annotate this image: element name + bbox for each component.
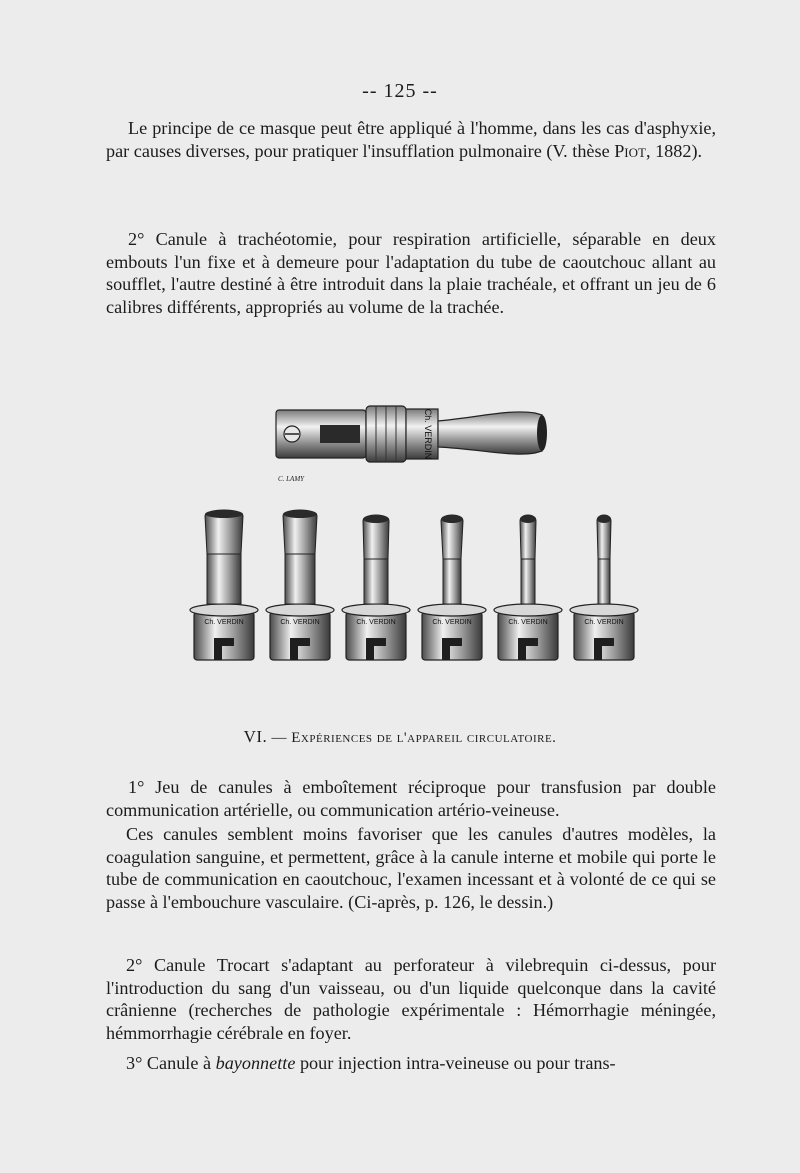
canula-maker-label: Ch. VERDIN <box>432 619 472 626</box>
page-number: -- 125 -- <box>362 80 438 102</box>
canula-set <box>190 510 638 660</box>
paragraph-text: Le principe de ce masque peut être appliqué à l'homme, dans les cas d'asphyxie, par causes diverses, pour pratiquer l'insufflation pulmonaire (V. thèse <box>106 118 716 161</box>
paragraph-mask-principle <box>106 117 716 162</box>
canula-calibre <box>570 515 638 660</box>
paragraph-transfusion-canulas: 1° Jeu de canules à emboîtement réciproque pour transfusion par double communication artérielle, ou communication artério-veineuse. <box>106 777 716 820</box>
canula-maker-label: Ch. VERDIN <box>584 619 624 626</box>
paragraph-bayonet-canula <box>106 1052 716 1075</box>
canula-maker-label: Ch. VERDIN <box>356 619 396 626</box>
engraver-signature: C. LAMY <box>278 475 305 483</box>
section-dash: — <box>271 730 288 746</box>
canula-engraving <box>180 395 640 675</box>
paragraph-text: 3° Canule à <box>126 1053 216 1073</box>
italic-term: bayonnette <box>215 1053 296 1073</box>
paragraph-tracheotomy-canula: 2° Canule à trachéotomie, pour respiration artificielle, séparable en deux embouts l'un fixe et à demeure pour l'adaptation du tube de caoutchouc allant au soufflet, l'autre destiné à être introduit dans la plaie trachéale, et offrant un jeu de 6 calibres différents, appropriés au volume de la trachée. <box>106 229 716 317</box>
assembled-canula <box>276 406 547 483</box>
paragraph-trocar-canula: 2° Canule Trocart s'adaptant au perforateur à vilebrequin ci-dessus, pour l'introduction du sang d'un vaisseau, ou d'un liquide quelconque dans la cavité crânienne (recherches de pathologie expérimentale : Hémorrhagie méningée, hémmorrhagie cérébrale en foyer. <box>106 955 716 1043</box>
author-name: Piot <box>614 140 646 161</box>
canula-calibre <box>494 515 562 660</box>
tracheotomy-canula-figure <box>180 395 640 675</box>
paragraph-canula-advantages: Ces canules semblent moins favoriser que les canules d'autres modèles, la coagulation sanguine, et permettent, grâce à la canule interne et mobile qui porte le tube de communication en caoutchouc, l'examen incessant et à volonté de ce qui se passe à l'embouchure vasculaire. (Ci-après, p. 126, le dessin.) <box>106 824 716 912</box>
canula-calibre <box>342 515 410 660</box>
canula-maker-label: Ch. VERDIN <box>508 619 548 626</box>
figure-maker-label: Ch. VERDIN <box>423 408 433 460</box>
section-heading <box>0 727 800 747</box>
paragraph-text: pour injection intra-veineuse ou pour trans- <box>295 1053 616 1073</box>
canula-calibre <box>266 510 334 660</box>
canula-calibre <box>418 515 486 660</box>
canula-maker-label: Ch. VERDIN <box>204 619 244 626</box>
section-title: Expériences de l'appareil circulatoire. <box>291 730 557 746</box>
section-number: VI. <box>243 727 268 746</box>
canula-maker-label: Ch. VERDIN <box>280 619 320 626</box>
canula-calibre <box>190 510 258 660</box>
paragraph-text: , 1882). <box>645 140 703 161</box>
